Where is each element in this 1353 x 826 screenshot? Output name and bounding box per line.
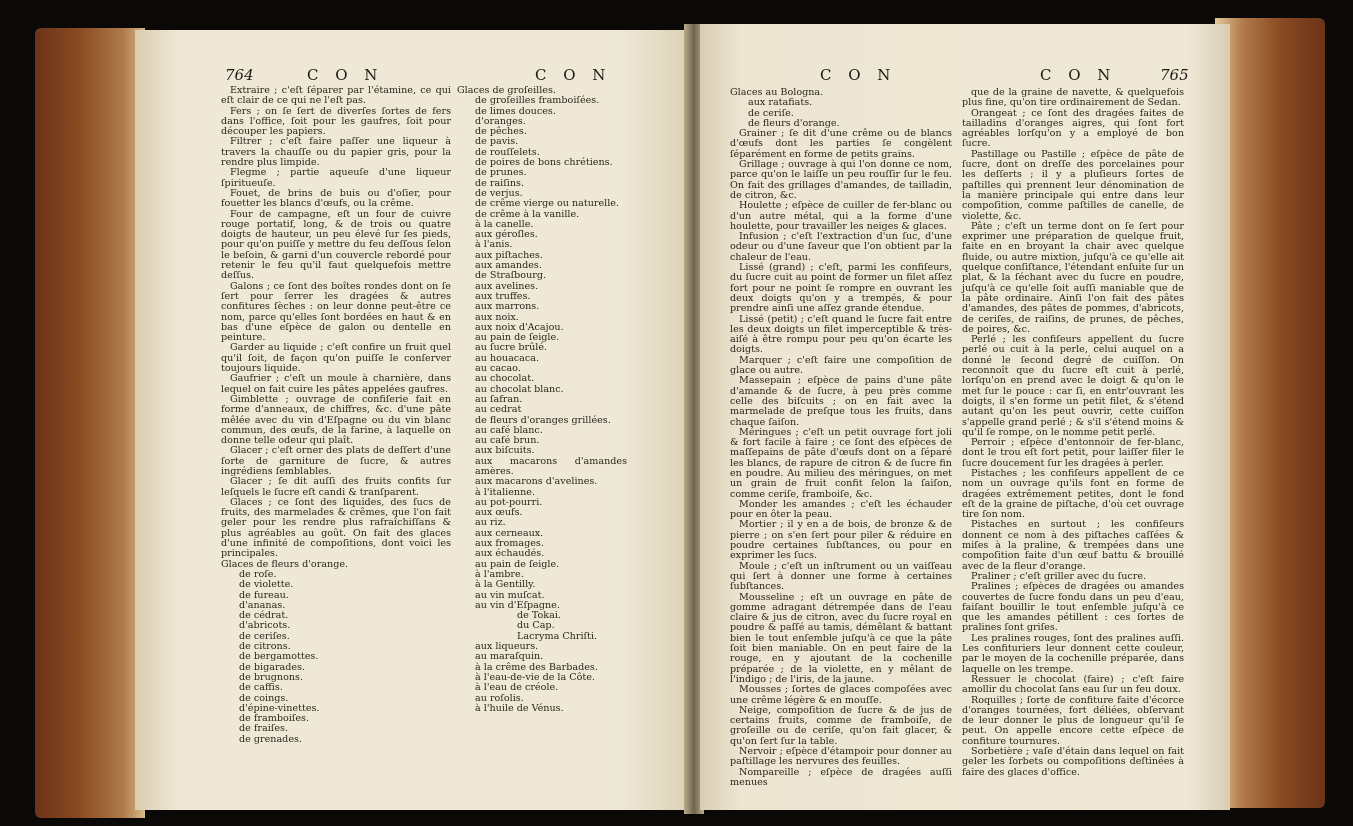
text-line: au pain de ſeigle. [475,558,560,570]
text-line: de coings. [239,692,289,704]
text-line: au cacao. [475,363,521,375]
text-line: Grillage ; ouvrage à qui l'on donne ce nom, parce qu'on le laiſſe un peu rouſſir ſur le feu. On fait des grillages d'amandes, de tailladin, de citron, &c. [730,159,952,201]
text-line: aux piſtaches. [475,249,543,261]
text-line: aux liqueurs. [475,641,539,653]
left-page [135,30,687,810]
text-line: au café brun. [475,435,540,447]
text-line: aux noix d'Acajou. [475,321,564,333]
text-line: de raiſins. [475,177,525,189]
text-line: Grainer ; ſe dit d'une crême ou de blancs d'œufs dont les parties ſe congèlent ſéparément en forme de petits grains. [730,128,952,160]
text-line: au cedrat [475,404,522,416]
text-line: Nervoir ; eſpèce d'étampoir pour donner au paſtillage les nervures des feuilles. [730,746,952,768]
text-line: Garder au liquide ; c'eſt confire un fruit quel qu'il ſoit, de façon qu'on puiſſe le conſerver toujours liquide. [221,342,451,375]
text-line: de pavis. [475,136,519,148]
text-line: aux avelines. [475,280,539,292]
text-line: de crême à la vanille. [475,208,580,220]
text-line: Marquer ; c'eſt faire une compoſition de glace ou autre. [730,354,952,377]
text-line: Monder les amandes ; c'eſt les échauder pour en ôter la peau. [730,498,952,521]
text-line: Four de campagne, eſt un four de cuivre rouge portatif, long, & de trois ou quatre doigts de hauteur, un peu élevé ſur ſes pieds, pour qu'on puiſſe y mettre du feu deſſous ſelon le beſoin, & garni d'un couvercle rebordé pour retenir le feu qu'il faut quelquefois mettre deſſus. [221,208,451,282]
text-line: de Straſbourg. [475,270,547,282]
text-line: aux marrons. [475,301,540,313]
text-line: Pastillage ou Pastille ; eſpèce de pâte de ſucre, dont on dreſſe des porcelaines pour les deſſerts ; il y a pluſieurs ſortes de paſtilles qui prennent leur dénomination de la manière principale qui entre dans leur compoſition, comme paſtilles de canelle, de violette, &c. [962,148,1184,222]
text-line: d'épine-vinettes. [239,702,320,714]
running-head: C O N [1040,66,1117,84]
text-line: de verjus. [475,187,523,199]
text-line: aux noix. [475,311,519,323]
text-line: aux géroſles. [475,229,538,241]
text-line: aux macarons d'amandes amères. [475,455,627,477]
text-line: à l'eau-de-vie de la Côte. [475,671,595,683]
text-line: de brugnons. [239,671,304,683]
text-line: de violette. [239,579,294,591]
text-line: Nompareille ; eſpèce de dragées auſſi menues [730,766,952,788]
text-line: au roſolis. [475,692,524,704]
text-line: Pistaches ; les confiſeurs appellent de ce nom un ouvrage qu'ils font en forme de dragées extrêmement petites, dont le fond eſt de la graine de piſtache, d'où cet ouvrage tire ſon nom. [962,467,1184,521]
text-line: Pâte ; c'eſt un terme dont on ſe ſert pour exprimer une préparation de quelque fruit, faite en en broyant la chair avec quelque fluide, ou autre mixtion, juſqu'à ce qu'elle ait quelque conſiſtance, l'étendant enſuite ſur un plat, & la ſéchant avec du ſucre en poudre, juſqu'à ce qu'elle ſoit auſſi maniable que de la pâte ordinaire. Ainſi l'on fait des pâtes d'amandes, des pâtes de pommes, d'abricots, de ceriſes, de raiſins, de prunes, de pêches, de poires, &c. [962,220,1184,335]
text-line: à la crême des Barbades. [475,661,598,673]
running-head: C O N [535,66,612,84]
text-line: de ceriſes. [239,630,290,642]
text-line: de fleurs d'oranges grillées. [475,414,611,426]
text-line: aux macarons d'avelines. [475,476,598,488]
text-line: au chocolat. [475,373,535,385]
text-line: de fleurs d'orange. [748,117,840,129]
text-line: au houacaca. [475,352,540,364]
text-column [730,88,952,788]
text-column [962,88,1184,778]
text-line: de roſe. [239,568,277,580]
text-line: Roquilles ; ſorte de confiture faite d'écorce d'oranges tournées, fort déliées, obſervant de leur donner le plus de longueur qu'il ſe peut. On appelle encore cette eſpèce de confiture tournures. [962,694,1184,747]
text-line: Flegme ; partie aqueuſe d'une liqueur ſpiritueuſe. [221,167,451,189]
text-line: à l'anis. [475,239,513,251]
text-line: à l'ambre. [475,568,524,580]
text-line: Ressuer le chocolat (faire) ; c'eſt faire amollir du chocolat ſans eau ſur un feu doux. [962,673,1184,696]
text-line: Mousses ; ſortes de glaces compoſées avec une crême légère & en mouſſe. [730,684,952,706]
text-line: aux œufs. [475,507,523,519]
text-line: de bigarades. [239,661,306,673]
text-line: Gaufrier ; c'eſt un moule à charnière, dans lequel on fait cuire les pâtes appelées gaufres. [221,373,451,395]
text-line: à l'huile de Vénus. [475,702,564,714]
text-line: Moule ; c'eſt un inſtrument ou un vaiſſeau qui ſert à donner une forme à certaines ſubſtances. [730,560,952,593]
text-line: du Cap. [517,620,555,632]
text-line: de ceriſe. [748,107,794,119]
text-line: de Tokai. [517,610,561,622]
text-line: de poires de bons chrétiens. [475,157,613,169]
text-line: Glaces de groſeilles. [457,85,556,96]
page-number: 765 [1160,66,1189,84]
text-line: aux cerneaux. [475,527,544,539]
text-line: Perlé ; les confiſeurs appellent du ſucre perlé ou cuit à la perle, celui auquel on a donné le ſecond degré de cuiſſon. On reconnoît que du ſucre eſt cuit à perlé, lorſqu'on en prend avec le doigt & qu'on le met ſur le pouce : car ſi, en entr'ouvrant les doigts, il s'en forme un petit filet, & s'étend autant qu'on les peut ouvrir, cette cuiſſon s'appelle grand perlé ; & s'il s'étend moins & qu'il ſe rompe, on le nomme petit perlé. [962,334,1184,438]
text-line: Pistaches en surtout ; les confiſeurs donnent ce nom à des piſtaches caſſées & miſes à la praline, & trempées dans une compoſition faite d'un œuf battu & brouillé avec de la fleur d'orange. [962,519,1184,572]
text-line: de groſeilles framboiſées. [475,95,600,107]
text-line: Glacer ; ſe dit auſſi des fruits confits ſur leſquels le ſucre eſt candi & tranſparent. [221,476,451,498]
text-line: de fraiſes. [239,723,288,735]
text-line: Lacryma Chriſti. [517,630,598,642]
text-line: au ſucre brûlé. [475,342,548,354]
text-column [221,86,451,745]
text-line: au pain de ſeigle. [475,332,560,344]
text-line: aux truffes. [475,290,531,302]
text-line: Neige, compoſition de ſucre & de jus de certains fruits, comme de framboiſe, de groſeille ou de ceriſe, qu'on fait glacer, & qu'on ſert ſur la table. [730,704,952,747]
text-line: au vin d'Eſpagne. [475,599,560,611]
text-line: que de la graine de navette, & quelquefois plus fine, qu'on tire ordinairement de Sedan. [962,87,1184,109]
text-line: de bergamottes. [239,651,319,663]
text-line: à l'eau de créole. [475,682,559,694]
text-line: d'oranges. [475,115,526,127]
text-line: Fers ; on ſe ſert de diverſes ſortes de fers dans l'office, ſoit pour les gaufres, ſoit pour découper les papiers. [221,105,451,138]
text-line: Lissé (petit) ; c'eſt quand le ſucre fait entre les deux doigts un filet imperceptible & très-aiſé à être rompu pour peu qu'on écarte les doigts. [730,313,952,356]
text-line: d'abricots. [239,620,291,632]
text-line: Glacer ; c'eſt orner des plats de deſſert d'une ſorte de garniture de ſucre, & autres ingrédiens ſemblables. [221,445,451,477]
text-line: Galons ; ce ſont des boîtes rondes dont on ſe ſert pour ſerrer les dragées & autres confitures ſèches : on leur donne peut-être ce nom, parce qu'elles ſont bordées en haut & en bas d'une eſpèce de galon ou dentelle en peinture. [221,280,451,344]
text-line: de caffis. [239,682,283,694]
text-line: Lissé (grand) ; c'eſt, parmi les confiſeurs, du ſucre cuit au point de former un filet aſſez fort pour ne point ſe rompre en ouvrant les deux doigts qu'on y a trempés, & pour prendre ainſi une aſſez grande étendue. [730,262,952,315]
text-line: au maraſquin. [475,651,544,663]
text-column [457,86,627,714]
text-line: au chocolat blanc. [475,383,564,395]
text-line: Glaces ; ce ſont des liquides, des ſucs de fruits, des marmelades & crêmes, que l'on fait geler pour les rendre plus rafraîchiſſans & plus agréables au goût. On fait des glaces d'une infinité de compoſitions, dont voici les principales. [221,496,451,560]
text-line: Gimblette ; ouvrage de confiſerie fait en forme d'anneaux, de chiffres, &c. d'une pâte mêlée avec du vin d'Eſpagne ou du vin blanc commun, des œufs, de la farine, à laquelle on donne telle odeur qui plaît. [221,393,451,447]
text-line: de pêches. [475,126,527,138]
text-line: Sorbetière ; vaſe d'étain dans lequel on fait geler les ſorbets ou compoſitions deſtinées à faire des glaces d'office. [962,746,1184,778]
text-line: à la canelle. [475,218,534,230]
text-line: Méringues ; c'eſt un petit ouvrage fort joli & fort facile à faire ; ce ſont des eſpèces de maſſepains de pâte d'œufs dont on a ſéparé les blancs, de rapure de citron & de ſucre fin en poudre. Au milieu des méringues, on met un grain de fruit confit ſelon la ſaiſon, comme ceriſe, framboiſe, &c. [730,426,952,500]
text-line: de fureau. [239,589,289,601]
text-line: Mousseline ; eſt un ouvrage en pâte de gomme adragant détrempée dans de l'eau claire & jus de citron, avec du ſucre royal en poudre & paſſé au tamis, démêlant & battant bien le tout enſemble juſqu'à ce que la pâte ſoit bien maniable. On en peut faire de la rouge, en y ajoutant de la cochenille préparée ; de la violette, en y mêlant de l'indigo ; de l'iris, de la jaune. [730,591,952,685]
text-line: Filtrer ; c'eſt faire paſſer une liqueur à travers la chauſſe ou du papier gris, pour la rendre plus limpide. [221,136,451,169]
text-line: aux amandes. [475,260,542,272]
text-line: Infusion ; c'eſt l'extraction d'un ſuc, d'une odeur ou d'une ſaveur que l'on obtient par la chaleur de l'eau. [730,231,952,263]
text-line: Mortier ; il y en a de bois, de bronze & de pierre ; on s'en ſert pour piler & réduire en poudre certaines ſubſtances, ou pour en exprimer les ſucs. [730,519,952,562]
text-line: Perroir ; eſpèce d'entonnoir de fer-blanc, dont le trou eſt fort petit, pour laiſſer filer le ſucre doucement ſur les dragées à perler. [962,437,1184,469]
text-line: au vin muſcat. [475,589,545,601]
text-line: de rouſſelets. [475,146,540,158]
text-line: Fouet, de brins de buis ou d'oſier, pour fouetter les blancs d'œufs, ou la crême. [221,187,451,210]
text-line: d'ananas. [239,599,286,611]
text-line: Houlette ; eſpèce de cuiller de fer-blanc ou d'un autre métal, qui a la forme d'une houlette, pour travailler les neiges & glaces. [730,200,952,232]
text-line: Glaces au Bologna. [730,87,824,98]
page-number: 764 [225,66,254,84]
text-line: de crême vierge ou naturelle. [475,198,620,210]
text-line: Praliner ; c'eſt griller avec du ſucre. [971,570,1147,582]
text-line: Extraire ; c'eſt ſéparer par l'étamine, ce qui eſt clair de ce qui ne l'eſt pas. [221,85,451,107]
text-line: Glaces de fleurs d'orange. [221,558,349,570]
text-line: aux échaudés. [475,548,545,560]
text-line: au pot-pourri. [475,496,543,508]
text-line: à l'italienne. [475,486,536,498]
text-line: aux fromages. [475,538,544,550]
text-line: de cédrat. [239,610,289,622]
text-line: Les pralines rouges, ſont des pralines auſſi. Les confituriers leur donnent cette couleur, par le moyen de la cochenille préparée, dans laquelle on les trempe. [962,632,1184,675]
text-line: de prunes. [475,167,527,179]
text-line: aux ratafiats. [748,97,813,109]
text-line: au riz. [475,517,506,529]
text-line: au ſafran. [475,393,523,405]
text-line: Pralines ; eſpèces de dragées ou amandes couvertes de ſucre fondu dans un peu d'eau, faiſant bouillir le tout enſemble juſqu'à ce que les amandes pétillent : ces ſortes de pralines ſont griſes. [962,581,1184,634]
text-line: Massepain ; eſpèce de pains d'une pâte d'amande & de ſucre, à peu près comme celle des biſcuits ; on en fait avec la marmelade de preſque tous les fruits, dans chaque ſaiſon. [730,375,952,428]
text-line: de limes douces. [475,105,556,117]
book-binding-right [1215,18,1325,808]
text-line: Orangeat ; ce ſont des dragées faites de tailladins d'oranges aigres, qui ſont fort agréables lorſqu'on y a employé de bon ſucre. [962,107,1184,150]
running-head: C O N [820,66,897,84]
text-line: à la Gentilly. [475,579,536,591]
text-line: de grenades. [239,733,302,745]
running-head: C O N [307,66,384,84]
right-page [700,24,1230,810]
book-binding-left [35,28,145,818]
text-line: de citrons. [239,641,291,653]
text-line: de framboiſes. [239,713,310,725]
text-line: aux biſcuits. [475,445,535,457]
text-line: au café blanc. [475,424,543,436]
